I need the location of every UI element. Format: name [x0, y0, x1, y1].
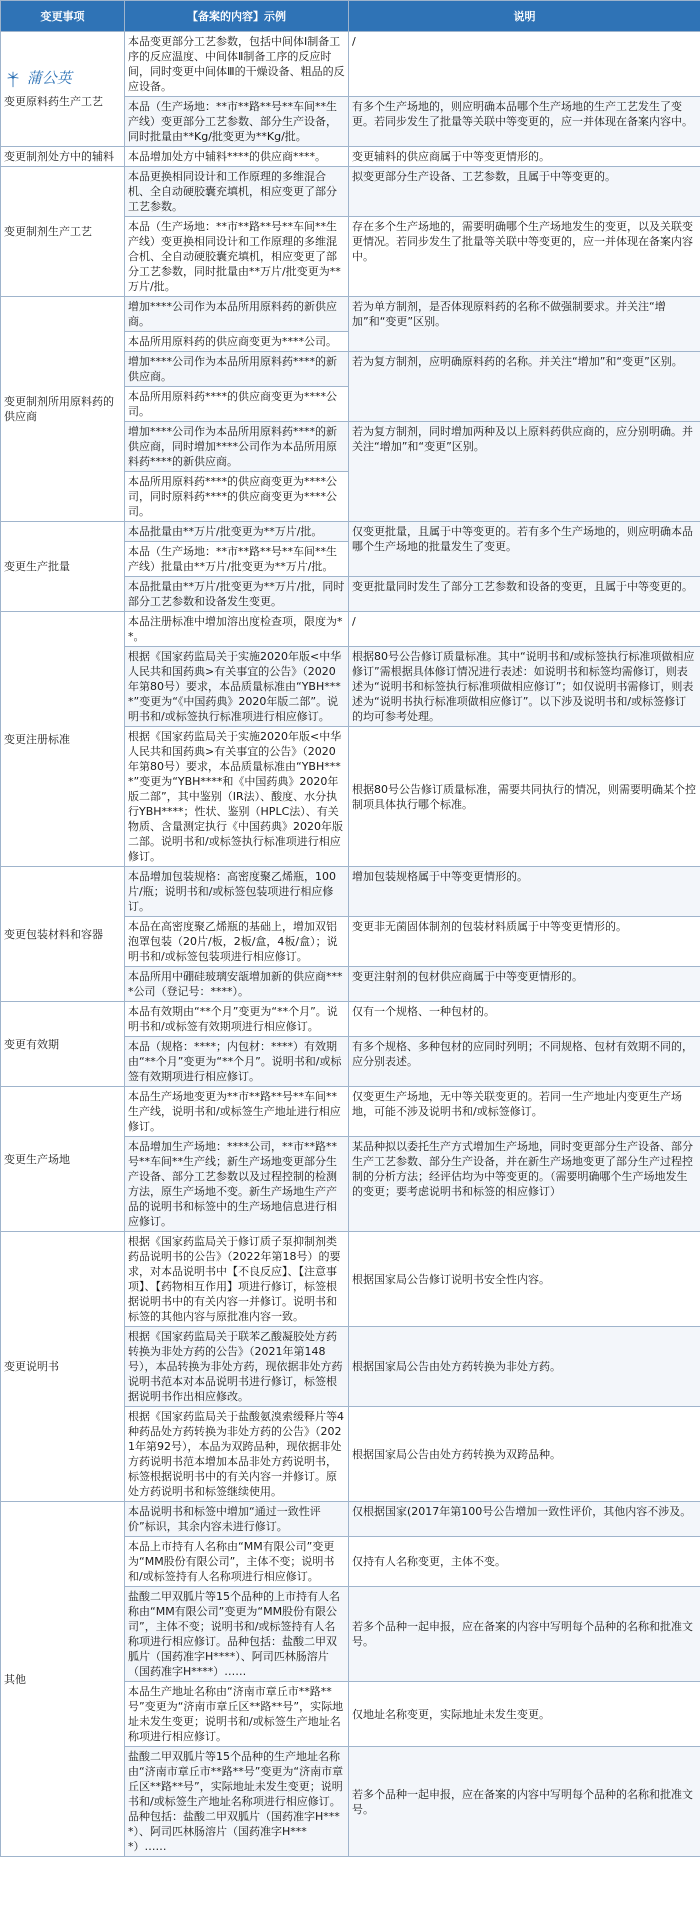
example-cell: 本品（生产场地：**市**路**号**车间**生产线）变更换相同设计和工作原理的多维混合机、全自动硬胶囊充填机，相应变更了部分工艺参数，同时批量由**万片/批变更为**万片/批。: [125, 217, 349, 297]
note-cell: 若多个品种一起申报，应在备案的内容中写明每个品种的名称和批准文号。: [349, 1587, 700, 1682]
table-header: [1, 1, 700, 32]
example-cell: 本品生产场地变更为**市**路**号**车间**生产线，说明书和/或标签生产地址进行相应修订。: [125, 1087, 349, 1137]
example-cell: 本品说明书和标签中增加“通过一致性评价”标识，其余内容未进行修订。: [125, 1502, 349, 1537]
category-cell: 其他: [1, 1502, 125, 1857]
note-cell: /: [349, 612, 700, 647]
category-cell: 变更说明书: [1, 1232, 125, 1502]
note-cell: 仅变更批量，且属于中等变更的。若有多个生产场地的，则应明确本品哪个生产场地的批量发生了变更。: [349, 522, 700, 577]
category-cell: 变更生产场地: [1, 1087, 125, 1232]
example-cell: 本品（生产场地：**市**路**号**车间**生产线）批量由**万片/批变更为**万片/批。: [125, 542, 349, 577]
header-note: 说明: [349, 1, 700, 32]
table-row: [1, 147, 700, 167]
dandelion-icon: [4, 70, 22, 88]
note-cell: 若为复方制剂，应明确原料药的名称。并关注“增加”和“变更”区别。: [349, 352, 700, 422]
example-cell: 盐酸二甲双胍片等15个品种的上市持有人名称由“MM有限公司”变更为“MM股份有限公司”，主体不变；说明书和/或标签持有人名称项进行相应修订。品种包括：盐酸二甲双胍片（国药准字H****）、阿司匹林肠溶片（国药准字H****）……: [125, 1587, 349, 1682]
example-cell: 本品所用原料药****的供应商变更为****公司，同时原料药****的供应商变更为****公司。: [125, 472, 349, 522]
category-label: 变更原料药生产工艺: [4, 94, 103, 108]
table-row: [1, 1232, 700, 1327]
example-cell: 盐酸二甲双胍片等15个品种的生产地址名称由“济南市章丘市**路**号”变更为“济南市章丘区**路**号”，实际地址未发生变更；说明书和/或标签生产地址名称项进行相应修订。品种包括：盐酸二甲双胍片（国药准字H****）、阿司匹林肠溶片（国药准字H****）……: [125, 1747, 349, 1857]
example-cell: 本品注册标准中增加溶出度检查项，限度为**。: [125, 612, 349, 647]
note-cell: 仅根据国家(2017年第100号公告增加一致性评价，其他内容不涉及。: [349, 1502, 700, 1537]
table-row: [1, 1087, 700, 1137]
category-cell: 变更注册标准: [1, 612, 125, 867]
note-cell: 根据国家局公告修订说明书安全性内容。: [349, 1232, 700, 1327]
header-filing-example: 【备案的内容】示例: [125, 1, 349, 32]
note-cell: 若多个品种一起申报，应在备案的内容中写明每个品种的名称和批准文号。: [349, 1747, 700, 1857]
note-cell: 某品种拟以委托生产方式增加生产场地，同时变更部分生产设备、部分生产工艺参数、部分生产设备，并在新生产场地变更了部分生产过程控制的分析方法；经评估均为中等变更的。（需要明确哪个生产场地发生的变更；要考虑说明书和标签的相应修订）: [349, 1137, 700, 1232]
example-cell: 本品增加包装规格：高密度聚乙烯瓶，100片/瓶；说明书和/或标签包装项进行相应修订。: [125, 867, 349, 917]
category-cell: 变更制剂处方中的辅料: [1, 147, 125, 167]
example-cell: 本品增加处方中辅料****的供应商****。: [125, 147, 349, 167]
example-cell: 本品（规格：****；内包材：****）有效期由“**个月”变更为“**个月”。说明书和/或标签有效期项进行相应修订。: [125, 1037, 349, 1087]
note-cell: 有多个规格、多种包材的应同时列明；不同规格、包材有效期不同的，应分别表述。: [349, 1037, 700, 1087]
table-row: [1, 1002, 700, 1037]
example-cell: 本品所用中硼硅玻璃安瓿增加新的供应商****公司（登记号：****）。: [125, 967, 349, 1002]
example-cell: 本品所用原料药的供应商变更为****公司。: [125, 332, 349, 352]
example-cell: 本品上市持有人名称由“MM有限公司”变更为“MM股份有限公司”，主体不变；说明书和/或标签持有人名称项进行相应修订。: [125, 1537, 349, 1587]
example-cell: 本品增加生产场地：****公司，**市**路**号**车间**生产线；新生产场地变更部分生产设备、部分工艺参数以及过程控制的检测方法，原生产场地不变。新生产场地生产产品的说明书和标签中的生产场地信息进行相应修订。: [125, 1137, 349, 1232]
example-cell: 本品批量由**万片/批变更为**万片/批，同时部分工艺参数和设备发生变更。: [125, 577, 349, 612]
logo-text: 蒲公英: [26, 68, 72, 87]
note-cell: 存在多个生产场地的，需要明确哪个生产场地发生的变更，以及关联变更情况。若同步发生了批量等关联中等变更的，应一并体现在备案内容中。: [349, 217, 700, 297]
example-cell: 本品有效期由“**个月”变更为“**个月”。说明书和/或标签有效期项进行相应修订。: [125, 1002, 349, 1037]
table-row: [1, 867, 700, 917]
note-cell: 根据国家局公告由处方药转换为非处方药。: [349, 1327, 700, 1407]
category-cell: 变更生产批量: [1, 522, 125, 612]
note-cell: 根据80号公告修订质量标准，需要共同执行的情况，则需要明确某个控制项具体执行哪个标准。: [349, 727, 700, 867]
header-change-item: 变更事项: [1, 1, 125, 32]
example-cell: 增加****公司作为本品所用原料药的新供应商。: [125, 297, 349, 332]
example-cell: 根据《国家药监局关于盐酸氨溴索缓释片等4种药品处方药转换为非处方药的公告》（2021年第92号），本品为双跨品种，现依据非处方药说明书范本增加本品非处方药说明书，标签根据说明书中的有关内容一并修订。原处方药说明书和标签继续使用。: [125, 1407, 349, 1502]
category-cell: 变更制剂生产工艺: [1, 167, 125, 297]
example-cell: 本品生产地址名称由“济南市章丘市**路**号”变更为“济南市章丘区**路**号”，实际地址未发生变更；说明书和/或标签生产地址名称项进行相应修订。: [125, 1682, 349, 1747]
category-cell: 变更制剂所用原料药的供应商: [1, 297, 125, 522]
table-row: [1, 167, 700, 217]
example-cell: 本品在高密度聚乙烯瓶的基础上，增加双铝泡罩包装（20片/板，2板/盒，4板/盒）；说明书和/或标签包装项进行相应修订。: [125, 917, 349, 967]
note-cell: 变更注射剂的包材供应商属于中等变更情形的。: [349, 967, 700, 1002]
example-cell: 本品变更部分工艺参数，包括中间体Ⅰ制备工序的反应温度、中间体Ⅱ制备工序的反应时间，同时变更中间体Ⅲ的干燥设备、粗品的反应设备。: [125, 32, 349, 97]
note-cell: 仅持有人名称变更，主体不变。: [349, 1537, 700, 1587]
table-row: [1, 1502, 700, 1537]
table-row: [1, 522, 700, 542]
example-cell: 根据《国家药监局关于修订质子泵抑制剂类药品说明书的公告》（2022年第18号）的要求，对本品说明书中【不良反应】、【注意事项】、【药物相互作用】项进行修订，标签根据说明书中的有关内容一并修订。说明书和标签的其他内容与原批准内容一致。: [125, 1232, 349, 1327]
category-cell: 变更有效期: [1, 1002, 125, 1087]
note-cell: 若为复方制剂，同时增加两种及以上原料药供应商的，应分别明确。并关注“增加”和“变更”区别。: [349, 422, 700, 522]
table-row: [1, 612, 700, 647]
category-cell: 变更包装材料和容器: [1, 867, 125, 1002]
note-cell: 变更非无菌固体制剂的包装材料质属于中等变更情形的。: [349, 917, 700, 967]
note-cell: 变更批量同时发生了部分工艺参数和设备的变更，且属于中等变更的。: [349, 577, 700, 612]
logo: [4, 70, 121, 88]
note-cell: 仅地址名称变更，实际地址未发生变更。: [349, 1682, 700, 1747]
note-cell: 仅有一个规格、一种包材的。: [349, 1002, 700, 1037]
table-row: [1, 297, 700, 332]
example-cell: 根据《国家药监局关于实施2020年版<中华人民共和国药典>有关事宜的公告》（2020年第80号）要求，本品质量标准由“YBH****”变更为“YBH****和《中国药典》2020年版二部”，其中鉴别（IR法）、酸度、水分执行YBH****；性状、鉴别（HPLC法）、有关物质、含量测定执行《中国药典》2020年版二部。说明书和/或标签执行标准项进行相应修订。: [125, 727, 349, 867]
example-cell: 根据《国家药监局关于联苯乙酸凝胶处方药转换为非处方药的公告》（2021年第148号），本品转换为非处方药，现依据非处方药说明书范本对本品说明书进行修订，标签根据说明书作出相应修改。: [125, 1327, 349, 1407]
note-cell: 变更辅料的供应商属于中等变更情形的。: [349, 147, 700, 167]
table-body: [1, 32, 700, 1857]
example-cell: 本品（生产场地：**市**路**号**车间**生产线）变更部分工艺参数、部分生产设备，同时批量由**Kg/批变更为**Kg/批。: [125, 97, 349, 147]
note-cell: 拟变更部分生产设备、工艺参数，且属于中等变更的。: [349, 167, 700, 217]
table-row: [1, 32, 700, 97]
note-cell: 根据国家局公告由处方药转换为双跨品种。: [349, 1407, 700, 1502]
example-cell: 本品批量由**万片/批变更为**万片/批。: [125, 522, 349, 542]
header-row: [1, 1, 700, 32]
note-cell: 有多个生产场地的，则应明确本品哪个生产场地的生产工艺发生了变更。若同步发生了批量等关联中等变更的，应一并体现在备案内容中。: [349, 97, 700, 147]
category-cell: [1, 32, 125, 147]
example-cell: 增加****公司作为本品所用原料药****的新供应商，同时增加****公司作为本品所用原料药****的新供应商。: [125, 422, 349, 472]
note-cell: 仅变更生产场地，无中等关联变更的。若同一生产地址内变更生产场地，可能不涉及说明书和/或标签修订。: [349, 1087, 700, 1137]
note-cell: /: [349, 32, 700, 97]
example-cell: 根据《国家药监局关于实施2020年版<中华人民共和国药典>有关事宜的公告》（2020年第80号）要求，本品质量标准由“YBH****”变更为“《中国药典》2020年版二部”。说明书和/或标签执行标准项进行相应修订。: [125, 647, 349, 727]
example-cell: 本品更换相同设计和工作原理的多维混合机、全自动硬胶囊充填机，相应变更了部分工艺参数。: [125, 167, 349, 217]
note-cell: 若为单方制剂，是否体现原料药的名称不做强制要求。并关注“增加”和“变更”区别。: [349, 297, 700, 352]
example-cell: 增加****公司作为本品所用原料药****的新供应商。: [125, 352, 349, 387]
note-cell: 增加包装规格属于中等变更情形的。: [349, 867, 700, 917]
note-cell: 根据80号公告修订质量标准。其中“说明书和/或标签执行标准项做相应修订”需根据具体修订情况进行表述：如说明书和标签均需修订，则表述为“说明书和标签执行标准项做相应修订”；如仅说明书需修订，则表述为“说明书执行标准项做相应修订”。以下涉及说明书和/或标签修订的均可参考处理。: [349, 647, 700, 727]
example-cell: 本品所用原料药****的供应商变更为****公司。: [125, 387, 349, 422]
